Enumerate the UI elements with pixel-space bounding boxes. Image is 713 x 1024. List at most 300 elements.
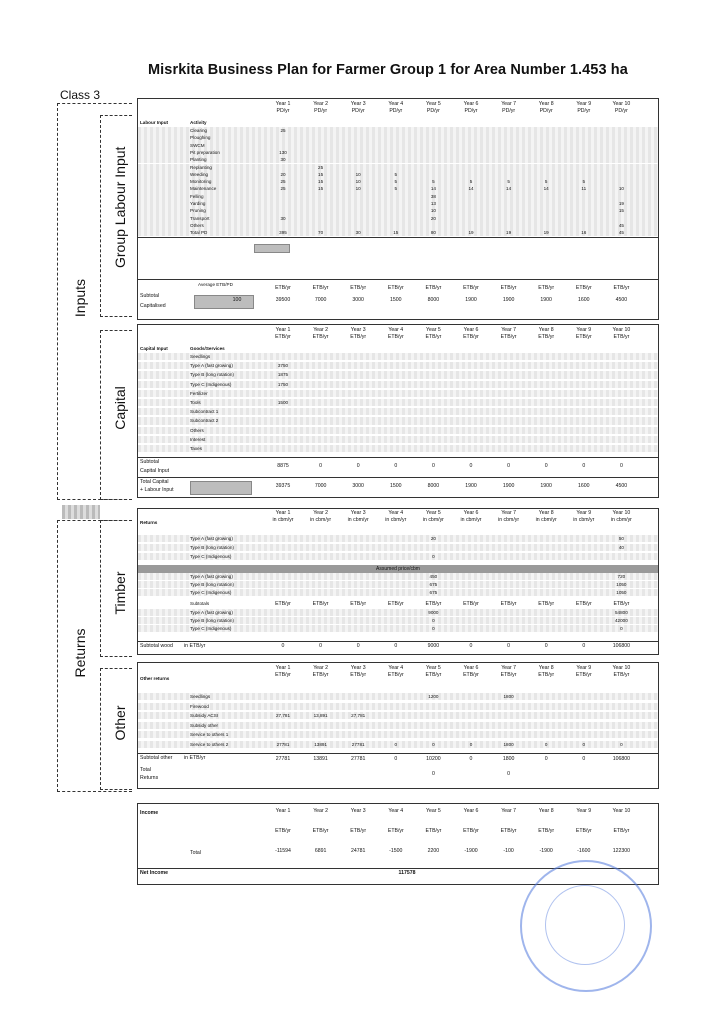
plus-labour-label: + Labour Input	[140, 487, 174, 493]
year-label: Year 6	[463, 327, 479, 333]
year-label: Year 4	[388, 665, 404, 671]
year-label: Year 3	[350, 808, 366, 814]
other-row-value: 27781	[276, 741, 290, 747]
other-subtotal-value: 0	[582, 756, 586, 762]
capital-row-label: Tools	[190, 400, 201, 405]
other-row-value: 27,781	[351, 713, 366, 718]
unit-label: in cbm/yr	[460, 516, 482, 523]
unit-label: ETB/yr	[350, 333, 367, 340]
labour-row	[138, 222, 658, 229]
timber-price-row-label: Type C (Indigenous)	[190, 590, 232, 595]
other-row-label: Seedlings	[190, 694, 211, 699]
labour-row-value: 25	[318, 164, 324, 170]
etb-unit-label: ETB/yr	[538, 285, 555, 291]
labour-row-value: 14	[543, 186, 549, 192]
other-subtotal-value: 13891	[313, 756, 328, 762]
timber-price-row-value: 675	[429, 582, 438, 587]
labour-row-value: 5	[582, 179, 586, 185]
timber-subtotal-row-label: Type A (fast growing)	[190, 610, 233, 615]
year-label: Year 2	[313, 510, 328, 516]
subtotal-wood-value: 0	[319, 643, 323, 649]
labour-subtotal-value: 1500	[390, 297, 402, 303]
etb-unit-label: ETB/yr	[538, 828, 555, 834]
labour-row-value: 5	[544, 179, 548, 185]
unit-label: PD/yr	[464, 107, 478, 114]
labour-row	[138, 127, 658, 134]
income-total-value: -1600	[577, 848, 591, 854]
unit-label: ETB/yr	[575, 333, 592, 340]
labour-row-value: 30	[280, 215, 286, 221]
labour-row-value: 19	[543, 230, 549, 236]
labour-year-header	[266, 101, 300, 114]
other-subtotal-value: 1800	[502, 756, 515, 762]
labour-row-label: Ploughing	[190, 135, 211, 141]
subtotal-wood-value: 0	[356, 643, 360, 649]
year-label: Year 3	[350, 101, 366, 107]
labour-row-label: Maintenance	[190, 186, 217, 192]
labour-row-value: 5	[507, 179, 510, 185]
capital-year-header	[492, 327, 526, 340]
labour-row	[138, 149, 658, 156]
etb-unit-label: ETB/yr	[312, 601, 329, 607]
etb-unit-label: ETB/yr	[463, 285, 479, 291]
etb-unit-label: ETB/yr	[463, 601, 479, 607]
capital-subtotal-label: Subtotal	[140, 459, 160, 465]
labour-row-value: 5	[394, 171, 398, 177]
timber-volume-row-value: 50	[618, 536, 624, 541]
unit-label: ETB/yr	[275, 333, 291, 340]
capital-row	[138, 371, 658, 378]
labour-subtotal	[138, 297, 658, 304]
year-label: Year 10	[612, 510, 631, 516]
capital-row-label: Subcontract 2	[190, 418, 219, 424]
unit-label: in cbm/yr	[422, 516, 444, 523]
activity-header: Activity	[190, 120, 207, 125]
year-label: Year 5	[425, 665, 441, 671]
year-label: Year 5	[425, 327, 441, 333]
timber-subtotal-row-label: Type B (long rotation)	[190, 618, 234, 623]
capital-row	[138, 381, 658, 388]
etb-unit-label: ETB/yr	[312, 828, 329, 834]
timber-price-row	[138, 589, 658, 596]
subtotal-wood-value: 0	[469, 643, 473, 649]
capital-row-value: 3750	[277, 363, 289, 369]
etb-unit-label: ETB/yr	[613, 601, 630, 607]
other-row	[138, 731, 658, 738]
other-row-value: 27,781	[275, 713, 291, 718]
unit-label: ETB/yr	[613, 671, 630, 678]
year-label: Year 2	[313, 808, 328, 814]
capital-row-value: 1500	[277, 400, 289, 405]
year-label: Year 2	[313, 327, 328, 333]
capital-subtotal	[138, 463, 658, 470]
capital-year-header	[379, 327, 413, 340]
capital-input-label: Capital Input	[140, 468, 170, 474]
unit-label: in cbm/yr	[535, 516, 557, 523]
section-separator	[62, 505, 100, 519]
year-label: Year 3	[350, 665, 366, 671]
capital-row-label: Type B (long rotation)	[190, 372, 234, 378]
year-label: Year 6	[463, 665, 479, 671]
labour-row-label: Total PD	[190, 230, 208, 236]
other-subtotal-value: 0	[469, 756, 473, 762]
subtotal-wood-value: 0	[281, 643, 285, 649]
other-subtotal-value: 0	[544, 756, 548, 762]
labour-row-value: 30	[280, 157, 286, 163]
capital-year-header	[416, 327, 450, 340]
labour-row-label: Pit preparation	[190, 149, 220, 155]
year-label: Year 8	[538, 665, 554, 671]
returns-label: Returns	[72, 628, 88, 678]
unit-label: ETB/yr	[312, 333, 329, 340]
capital-row-label: Taxes	[190, 446, 202, 451]
unit-label: in cbm/yr	[385, 516, 407, 523]
year-label: Year 3	[350, 327, 366, 333]
labour-year-header	[304, 101, 338, 114]
timber-volume-row	[138, 535, 658, 542]
etb-unit-label: ETB/yr	[275, 601, 291, 607]
timber-subtotal-row-label: Type C (Indigenous)	[190, 626, 232, 631]
capital-year-header	[341, 327, 375, 340]
unit-label: in cbm/yr	[272, 516, 294, 523]
etb-unit-label: ETB/yr	[350, 828, 367, 834]
other-row-value: 0	[469, 741, 473, 747]
goods-header: Goods/Services	[190, 346, 225, 351]
capital-row-label: Interest	[190, 436, 206, 442]
other-row-value: 13,891	[313, 713, 328, 718]
other-row-value: 0	[582, 741, 586, 747]
year-label: Year 2	[313, 101, 328, 107]
capital-subtotal-value: 0	[394, 463, 398, 469]
unit-label: PD/yr	[614, 107, 628, 114]
subtotal-wood-value: 0	[582, 643, 586, 649]
unit-label: ETB/yr	[425, 333, 442, 340]
income-total-value: -1900	[539, 848, 553, 854]
income-total-value: 2200	[427, 848, 440, 854]
other-row-value: 27781	[351, 741, 365, 747]
labour-year-header	[416, 101, 450, 114]
labour-row-value: 5	[394, 179, 398, 185]
capital-row-label: Type A (fast growing)	[190, 363, 233, 369]
capital-year-header	[529, 327, 563, 340]
labour-row-value: 15	[318, 186, 324, 192]
labour-row	[138, 178, 658, 185]
etb-unit-label: ETB/yr	[350, 601, 367, 607]
labour-year-header	[492, 101, 526, 114]
capital-row-label: Others	[190, 427, 204, 433]
capital-subtotal-value: 0	[319, 463, 323, 469]
labour-corner: Labour Input	[140, 120, 169, 125]
timber-subtotal-row	[138, 617, 658, 624]
capital-total-value: 8000	[427, 483, 440, 489]
timber-subtotal-row-value: 54800	[615, 610, 628, 615]
capital-subtotal-value: 0	[544, 463, 548, 469]
labour-row-value: 45	[618, 230, 624, 236]
timber-volume-row	[138, 553, 658, 560]
timber-table	[137, 508, 659, 655]
labour-row	[138, 215, 658, 222]
subtotal-other-unit: in ETB/yr	[184, 755, 206, 761]
unit-label: ETB/yr	[387, 671, 404, 678]
labour-row-value: 25	[280, 186, 286, 192]
capital-row	[138, 353, 658, 360]
returns-total-value: 0	[507, 771, 511, 777]
capitalised-label: Capitalised	[140, 303, 166, 309]
labour-row-label: Others	[190, 222, 204, 228]
timber-corner: Returns	[140, 520, 158, 525]
labour-row-value: 13	[430, 201, 436, 206]
income-total-value: -11594	[275, 848, 291, 854]
other-row-value: 1800	[503, 741, 514, 747]
year-label: Year 10	[612, 808, 631, 814]
labour-row-label: Planting	[190, 157, 207, 163]
labour-row-value: 14	[430, 186, 436, 192]
year-label: Year 7	[501, 665, 516, 671]
labour-row-label: Pruning	[190, 208, 206, 214]
other-row-label: Subsidy other	[190, 722, 219, 728]
timber-volume-row-label: Type A (fast growing)	[190, 536, 233, 541]
labour-row	[138, 142, 658, 149]
timber-price-row	[138, 581, 658, 588]
labour-row-label: Clearing	[190, 128, 208, 133]
unit-label: PD/yr	[276, 107, 290, 114]
labour-row-value: 5	[469, 179, 473, 185]
avg-etb-label: Average ETB/PD	[198, 282, 233, 287]
unit-label: ETB/yr	[463, 671, 479, 678]
year-label: Year 1	[275, 510, 291, 516]
other-row	[138, 741, 658, 748]
other-row-label: Service to others 2	[190, 741, 229, 747]
year-label: Year 7	[501, 808, 516, 814]
income-total-value: 122300	[612, 848, 631, 854]
returns-total	[138, 771, 658, 778]
timber-volume-row-value: 0	[432, 554, 435, 559]
labour-row-label: Replanting	[190, 164, 212, 170]
capital-row	[138, 390, 658, 397]
year-label: Year 8	[538, 808, 554, 814]
labour-row	[138, 185, 658, 192]
unit-label: in cbm/yr	[310, 516, 332, 523]
unit-label: ETB/yr	[387, 333, 404, 340]
other-corner: Other returns	[140, 676, 170, 681]
timber-volume-row	[138, 544, 658, 551]
unit-label: in cbm/yr	[573, 516, 595, 523]
other-row-value: 0	[432, 741, 435, 747]
timber-subtotal-row-value: 9000	[428, 610, 439, 615]
other-row-value: 0	[394, 741, 398, 747]
year-label: Year 10	[612, 665, 631, 671]
other-row-value: 0	[544, 741, 548, 747]
timber-subtotal-row	[138, 625, 658, 632]
capital-subtotal-value: 0	[431, 463, 435, 469]
year-label: Year 8	[538, 510, 554, 516]
labour-subtotal-value: 1900	[502, 297, 515, 303]
total-returns-label: Total	[140, 767, 151, 773]
timber-subtotal-row-value: 0	[620, 626, 623, 631]
year-label: Year 8	[538, 101, 554, 107]
unit-label: ETB/yr	[500, 333, 517, 340]
capital-row-label: Seedlings	[190, 354, 211, 359]
timber-subtotal-row	[138, 609, 658, 616]
etb-unit-label: ETB/yr	[387, 285, 404, 291]
capital-row	[138, 427, 658, 434]
capital-row-value: 1875	[277, 372, 289, 378]
labour-row-value: 10	[355, 186, 361, 192]
year-label: Year 5	[425, 101, 441, 107]
etb-unit-label: ETB/yr	[275, 828, 291, 834]
other-row	[138, 703, 658, 710]
other-row-value: 13891	[314, 741, 327, 747]
subtotal-wood	[138, 643, 658, 650]
timber-price-row-value: 720	[617, 574, 626, 579]
other-row-label: Firewood	[190, 703, 209, 709]
total-capital-label: Total Capital	[140, 479, 169, 485]
labour-row	[138, 171, 658, 178]
capital-subtotal-value: 0	[619, 463, 623, 469]
labour-row-value: 10	[355, 179, 361, 185]
capital-row	[138, 417, 658, 424]
subtotal-wood-value: 0	[544, 643, 548, 649]
other-row	[138, 722, 658, 729]
capital-row	[138, 436, 658, 443]
other-row-value: 1800	[503, 694, 514, 699]
unit-label: PD/yr	[351, 107, 365, 114]
labour-row-value: 15	[318, 171, 324, 177]
other-returns-table	[137, 662, 659, 789]
labour-row-label: Weeding	[190, 171, 209, 177]
other-subtotal-value: 0	[394, 756, 398, 762]
year-label: Year 10	[612, 101, 631, 107]
year-label: Year 4	[388, 327, 404, 333]
income-total-value: -1900	[464, 848, 478, 854]
etb-unit-label: ETB/yr	[575, 601, 592, 607]
group-labour-label: Group Labour Input	[112, 146, 128, 268]
labour-row	[138, 229, 658, 236]
labour-row-value: 15	[393, 230, 399, 236]
capital-subtotal-value: 0	[582, 463, 586, 469]
unit-label: PD/yr	[577, 107, 591, 114]
capital-row-value: 1750	[277, 381, 289, 387]
capital-year-header	[567, 327, 601, 340]
year-label: Year 4	[388, 808, 404, 814]
capital-row	[138, 445, 658, 452]
timber-volume-row-label: Type B (long rotation)	[190, 545, 234, 550]
capital-total-value: 7000	[314, 483, 327, 489]
unit-label: PD/yr	[539, 107, 553, 114]
unit-label: ETB/yr	[575, 671, 592, 678]
capital-total-value: 3000	[352, 483, 364, 489]
unit-label: PD/yr	[426, 107, 440, 114]
capital-year-header	[304, 327, 338, 340]
etb-unit-label: ETB/yr	[387, 601, 404, 607]
other-subtotal	[138, 756, 658, 763]
labour-row-label: Yarding	[190, 201, 206, 206]
labour-subtotal-value: 39500	[275, 297, 291, 303]
assumed-price-band: Assumed price/cbm	[138, 565, 658, 573]
income-total-value: -1500	[389, 848, 403, 854]
timber-price-row-value: 450	[429, 574, 438, 579]
labour-row-value: 10	[430, 208, 436, 214]
other-label: Other	[112, 705, 128, 741]
other-row-label: Service to others 1	[190, 732, 229, 737]
labour-row	[138, 200, 658, 207]
etb-unit-label: ETB/yr	[312, 285, 329, 291]
labour-row-value: 38	[430, 193, 436, 199]
year-label: Year 1	[275, 101, 291, 107]
timber-price-row-label: Type B (long rotation)	[190, 582, 234, 587]
income-corner: Income	[140, 810, 159, 816]
labour-year-header	[379, 101, 413, 114]
subtotal-wood-value: 9000	[427, 643, 440, 649]
timber-subtotal-row-value: 42000	[615, 618, 628, 623]
labour-row-value: 20	[280, 171, 286, 177]
page-title: Misrkita Business Plan for Farmer Group 1 for Area Number 1.453 ha	[148, 62, 628, 78]
year-label: Year 1	[275, 808, 291, 814]
year-label: Year 1	[275, 665, 291, 671]
labour-subtotal-value: 1600	[578, 297, 590, 303]
capital-row-label: Type C (Indigenous)	[190, 381, 232, 387]
labour-row-value: 19	[618, 201, 624, 206]
capital-subtotal-value: 8875	[277, 463, 289, 469]
inputs-label: Inputs	[72, 278, 88, 318]
returns-total-value: 0	[431, 771, 435, 777]
labour-subtotal-value: 3000	[352, 297, 364, 303]
etb-unit-label: ETB/yr	[538, 601, 555, 607]
year-label: Year 7	[501, 101, 516, 107]
capital-table	[137, 324, 659, 498]
timber-label: Timber	[112, 571, 128, 615]
capital-year-header	[454, 327, 488, 340]
capital-total-value: 1900	[540, 483, 552, 489]
year-label: Year 6	[463, 510, 479, 516]
unit-label: ETB/yr	[613, 333, 630, 340]
labour-row-value: 30	[355, 230, 361, 236]
capital-total-value: 4500	[615, 483, 628, 489]
labour-subtotal-value: 8000	[427, 297, 440, 303]
year-label: Year 7	[501, 327, 516, 333]
year-label: Year 10	[612, 327, 631, 333]
capital-label: Capital	[112, 386, 128, 430]
year-label: Year 4	[388, 510, 404, 516]
capital-row	[138, 399, 658, 406]
unit-label: PD/yr	[314, 107, 328, 114]
etb-unit-label: ETB/yr	[575, 828, 592, 834]
unit-label: PD/yr	[389, 107, 403, 114]
timber-subtotal-row-value: 0	[432, 626, 435, 631]
capital-row	[138, 408, 658, 415]
etb-unit-label: ETB/yr	[275, 285, 291, 291]
capital-total-value: 39375	[275, 483, 291, 489]
unit-label: ETB/yr	[312, 671, 329, 678]
labour-row-value: 70	[318, 230, 324, 236]
official-seal-inner	[545, 885, 625, 965]
subtotal-wood-unit: in ETB/yr	[184, 643, 206, 649]
avg-etb-value: 100	[232, 297, 242, 303]
timber-subtotal-row-value: 0	[432, 618, 435, 623]
timber-volume-row-value: 40	[618, 545, 624, 550]
class-label: Class 3	[60, 88, 101, 102]
year-label: Year 5	[425, 510, 441, 516]
etb-unit-label: ETB/yr	[613, 828, 630, 834]
etb-unit-label: ETB/yr	[425, 828, 442, 834]
year-label: Year 3	[350, 510, 366, 516]
year-label: Year 9	[576, 808, 592, 814]
labour-row-label: Transport	[190, 215, 210, 221]
capital-corner: Capital Input	[140, 346, 168, 351]
unit-label: ETB/yr	[425, 671, 442, 678]
labour-subtotal-value: 7000	[314, 297, 327, 303]
unit-label: in cbm/yr	[498, 516, 520, 523]
